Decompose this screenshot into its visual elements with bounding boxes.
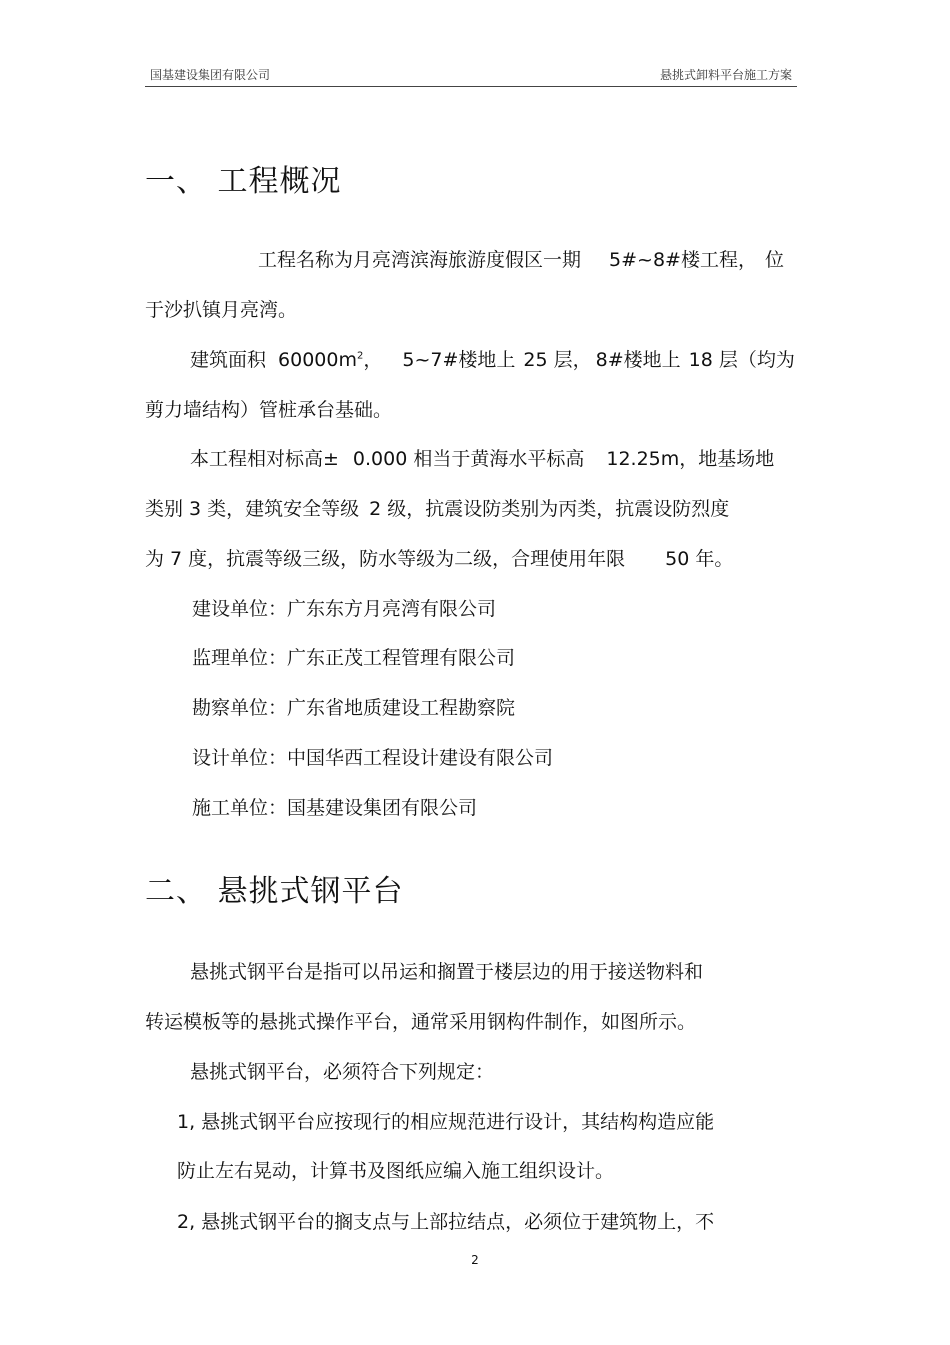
- rule-2-line1: 2, 悬挑式钢平台的搁支点与上部拉结点，必须位于建筑物上，不: [177, 1211, 715, 1233]
- area-comma: ，: [363, 349, 383, 371]
- elevation-line1: [190, 444, 774, 471]
- rule-1-line2: 防止左右晃动，计算书及图纸应编入施工组织设计。: [177, 1160, 615, 1182]
- floors-5-7-count: 25 层，: [523, 349, 592, 371]
- elevation-line2: [145, 494, 729, 521]
- section1-heading: 一、 工程概况: [145, 164, 342, 199]
- header-divider: [145, 86, 797, 87]
- unit-design: 设计单位：中国华西工程设计建设有限公司: [192, 747, 554, 769]
- unit-construction-owner: 建设单位：广东东方月亮湾有限公司: [192, 598, 497, 620]
- header-doc-title: 悬挑式卸料平台施工方案: [659, 68, 792, 82]
- project-name-line1: [258, 245, 784, 272]
- area-unit-sup: 2: [356, 350, 364, 362]
- elevation-c: 12.25m，地基场地: [606, 448, 775, 470]
- elevation-b: 0.000 相当于黄海水平标高: [352, 448, 585, 470]
- project-name-text: 工程名称为月亮湾滨海旅游度假区一期: [258, 249, 582, 271]
- site-class: 类别 3 类，建筑安全等级: [145, 498, 360, 520]
- header-company: 国基建设集团有限公司: [150, 68, 271, 82]
- platform-def-line2: 转运模板等的悬挑式操作平台，通常采用钢构件制作，如图所示。: [145, 1011, 697, 1033]
- page-number: 2: [471, 1253, 479, 1267]
- seismic-grade: 为 7 度，抗震等级三级，防水等级为二级，合理使用年限: [145, 548, 626, 570]
- project-name-tail: 位: [764, 249, 784, 271]
- floors-5-7: 5~7#楼地上: [402, 349, 516, 371]
- building-area-line1: [190, 345, 795, 372]
- rule-1-line1: 1, 悬挑式钢平台应按现行的相应规范进行设计，其结构构造应能: [177, 1111, 715, 1133]
- unit-supervision: 监理单位：广东正茂工程管理有限公司: [192, 647, 516, 669]
- project-buildings: 5#~8#楼工程，: [609, 249, 757, 271]
- seismic-info: 2 级，抗震设防类别为丙类，抗震设防烈度: [369, 498, 730, 520]
- section2-heading: 二、 悬挑式钢平台: [145, 874, 404, 909]
- area-label: 建筑面积: [190, 349, 267, 371]
- elevation-line3: [145, 544, 733, 571]
- area-value: 60000m: [278, 349, 357, 371]
- unit-survey: 勘察单位：广东省地质建设工程勘察院: [192, 697, 516, 719]
- project-location: 于沙扒镇月亮湾。: [145, 299, 298, 321]
- service-life: 50 年。: [665, 548, 734, 570]
- unit-contractor: 施工单位：国基建设集团有限公司: [192, 797, 478, 819]
- platform-def-line1: 悬挑式钢平台是指可以吊运和搁置于楼层边的用于接送物料和: [190, 961, 704, 983]
- structure-type: 剪力墙结构）管桩承台基础。: [145, 399, 393, 421]
- elevation-a: 本工程相对标高±: [190, 448, 339, 470]
- floors-8: 8#楼地上: [595, 349, 681, 371]
- floors-8-count: 18 层（均为: [688, 349, 795, 371]
- rules-intro: 悬挑式钢平台，必须符合下列规定：: [190, 1061, 495, 1083]
